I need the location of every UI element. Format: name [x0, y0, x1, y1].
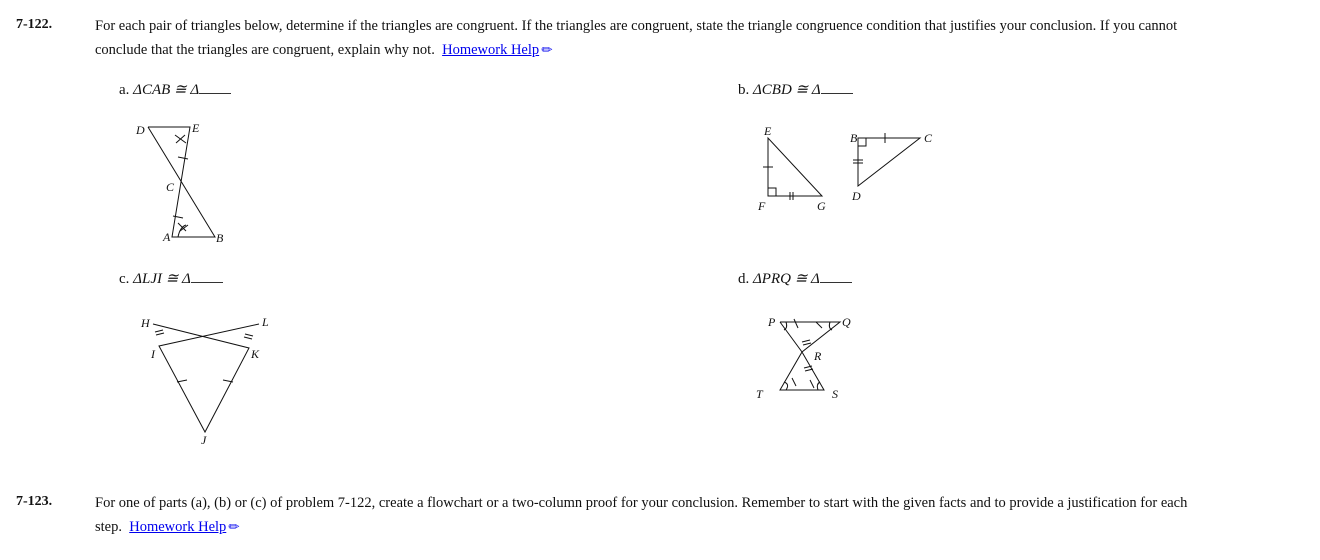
vertex-label: T [756, 387, 763, 401]
angle-arc [784, 382, 788, 390]
vertex-label: B [850, 131, 858, 145]
problem-text [95, 491, 1310, 539]
problem-text-line2: conclude that the triangles are congruent, explain why not. Homework Help✎ [95, 38, 1310, 62]
vertex-label: A [163, 230, 171, 244]
tick-mark [794, 319, 798, 328]
figure-c [135, 310, 285, 450]
tick-mark [803, 343, 811, 345]
vertex-label: H [141, 316, 150, 330]
homework-help-link[interactable]: Homework Help✎ [442, 42, 553, 58]
part-c-label: c. ΔLJI ≅ Δ [119, 269, 223, 288]
triangle-lines [148, 127, 215, 237]
problem-text [95, 14, 1310, 62]
tick-mark [178, 157, 188, 159]
vertex-label: E [764, 124, 772, 138]
triangle-lines [153, 324, 259, 432]
problem-text-line1: For one of parts (a), (b) or (c) of problem 7-122, create a flowchart or a two-column proof for your conclusion. Remember to start with the given facts and to provide a justification for each [95, 495, 1188, 511]
figure-a [120, 115, 250, 250]
part-d-label: d. ΔPRQ ≅ Δ [738, 269, 852, 288]
answer-blank[interactable] [199, 81, 231, 94]
figure-d [750, 308, 870, 408]
vertex-label: C [166, 180, 175, 194]
tick-mark [802, 340, 810, 342]
triangle-efg [768, 138, 822, 196]
answer-blank[interactable] [820, 270, 852, 283]
vertex-label: D [136, 123, 145, 137]
vertex-label: Q [842, 315, 851, 329]
vertex-label: E [192, 121, 200, 135]
tick-mark [155, 330, 163, 332]
tick-mark [245, 334, 253, 336]
right-angle-mark [858, 138, 866, 146]
vertex-label: K [251, 347, 260, 361]
problem-number: 7-122. [16, 17, 53, 32]
vertex-label: F [758, 199, 766, 213]
part-b-label: b. ΔCBD ≅ Δ [738, 80, 853, 99]
figure-b [750, 122, 950, 222]
vertex-label: P [768, 315, 776, 329]
tick-mark [244, 337, 252, 339]
triangle-bcd [858, 138, 920, 186]
tick-mark [810, 380, 814, 388]
answer-blank[interactable] [821, 81, 853, 94]
pencil-icon: ✎ [538, 40, 557, 59]
tick-mark [177, 380, 187, 382]
pencil-icon: ✎ [225, 517, 244, 536]
tick-mark [173, 216, 183, 218]
vertex-label: G [817, 199, 826, 213]
vertex-label: L [262, 315, 269, 329]
tick-mark [805, 369, 813, 371]
tick-mark [156, 333, 164, 335]
homework-help-link[interactable]: Homework Help✎ [129, 519, 240, 535]
part-a-label: a. ΔCAB ≅ Δ [119, 80, 231, 99]
answer-blank[interactable] [191, 270, 223, 283]
vertex-label: B [216, 231, 224, 245]
vertex-label: S [832, 387, 838, 401]
vertex-label: I [151, 347, 155, 361]
problem-text-line1: For each pair of triangles below, determine if the triangles are congruent. If the triangles are congruent, state the triangle congruence condition that justifies your conclusion. If you cannot [95, 18, 1178, 34]
tick-mark [816, 322, 822, 328]
vertex-label: J [201, 433, 207, 447]
vertex-label: D [852, 189, 861, 203]
triangle-lines [780, 322, 840, 390]
problem-text-line2: step. Homework Help✎ [95, 515, 1310, 539]
problem-number: 7-123. [16, 494, 53, 509]
tick-mark [792, 378, 796, 386]
vertex-label: R [814, 349, 822, 363]
vertex-label: C [924, 131, 933, 145]
right-angle-mark [768, 188, 776, 196]
